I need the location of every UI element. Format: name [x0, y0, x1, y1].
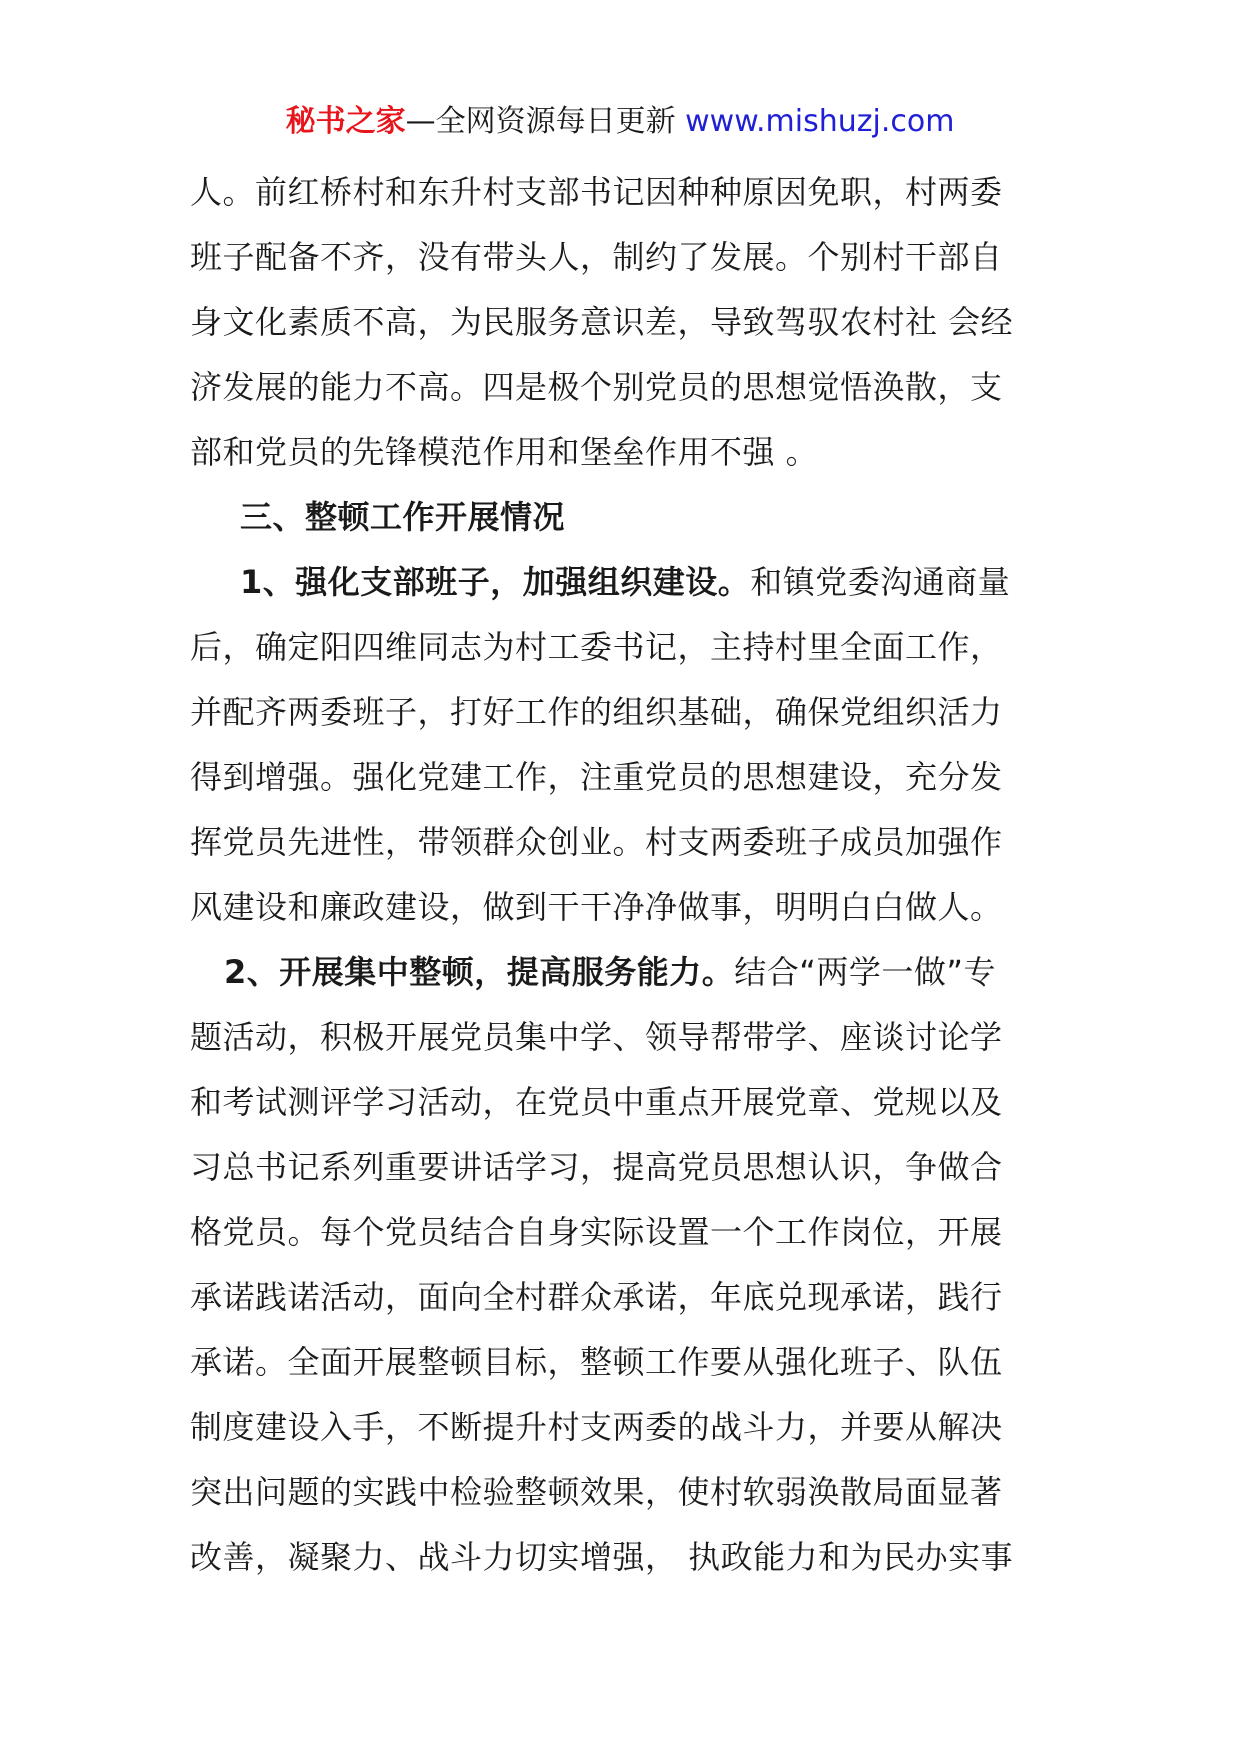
item-2-first-line — [190, 940, 1070, 1005]
text-line: 部和党员的先锋模范作用和堡垒作用不强 。 — [190, 433, 819, 471]
text-line: 格党员。每个党员结合自身实际设置一个工作岗位，开展 — [190, 1213, 1003, 1251]
site-header — [0, 100, 1240, 144]
site-brand: 秘书之家 — [285, 104, 406, 139]
text-line: 承诺。全面开展整顿目标，整顿工作要从强化班子、队伍 — [190, 1343, 1003, 1381]
section-heading-text: 三、整顿工作开展情况 — [240, 498, 566, 536]
site-tagline: —全网资源每日更新 — [405, 104, 676, 139]
text-line: 并配齐两委班子，打好工作的组织基础，确保党组织活力 — [190, 693, 1003, 731]
text-line: 制度建设入手，不断提升村支两委的战斗力，并要从解决 — [190, 1408, 1003, 1446]
document-body — [190, 160, 1070, 1590]
text-line: 班子配备不齐，没有带头人，制约了发展。个别村干部自 — [190, 238, 1003, 276]
text-line: 风建设和廉政建设，做到干干净净做事，明明白白做人。 — [190, 888, 1003, 926]
item-1-title: 1、强化支部班子，加强组织建设。 — [240, 563, 751, 601]
item-1-first-line-rest: 和镇党委沟通商量 — [750, 563, 1011, 601]
paragraph-item-1 — [190, 550, 1070, 940]
paragraph-problems — [190, 160, 1070, 485]
item-1-first-line — [190, 550, 1070, 615]
text-line: 承诺践诺活动，面向全村群众承诺，年底兑现承诺，践行 — [190, 1278, 1003, 1316]
text-line: 人。前红桥村和东升村支部书记因种种原因免职，村两委 — [190, 173, 1003, 211]
section-heading — [190, 485, 1070, 550]
text-line: 突出问题的实践中检验整顿效果，使村软弱涣散局面显著 — [190, 1473, 1003, 1511]
item-2-first-line-rest: 结合“两学一做”专 — [734, 953, 996, 991]
paragraph-item-2 — [190, 940, 1070, 1590]
text-line: 得到增强。强化党建工作，注重党员的思想建设，充分发 — [190, 758, 1003, 796]
text-line: 题活动，积极开展党员集中学、领导帮带学、座谈讨论学 — [190, 1018, 1003, 1056]
item-2-title: 2、开展集中整顿，提高服务能力。 — [224, 953, 735, 991]
text-line: 习总书记系列重要讲话学习，提高党员思想认识，争做合 — [190, 1148, 1003, 1186]
text-line: 后，确定阳四维同志为村工委书记，主持村里全面工作， — [190, 628, 1003, 666]
site-url-link[interactable]: www.mishuzj.com — [685, 104, 955, 139]
text-line: 济发展的能力不高。四是极个别党员的思想觉悟涣散，支 — [190, 368, 1003, 406]
text-line: 身文化素质不高，为民服务意识差，导致驾驭农村社 会经 — [190, 303, 1014, 341]
text-line: 和考试测评学习活动，在党员中重点开展党章、党规以及 — [190, 1083, 1003, 1121]
text-line: 挥党员先进性，带领群众创业。村支两委班子成员加强作 — [190, 823, 1003, 861]
text-line: 改善，凝聚力、战斗力切实增强， 执政能力和为民办实事 — [190, 1538, 1014, 1576]
